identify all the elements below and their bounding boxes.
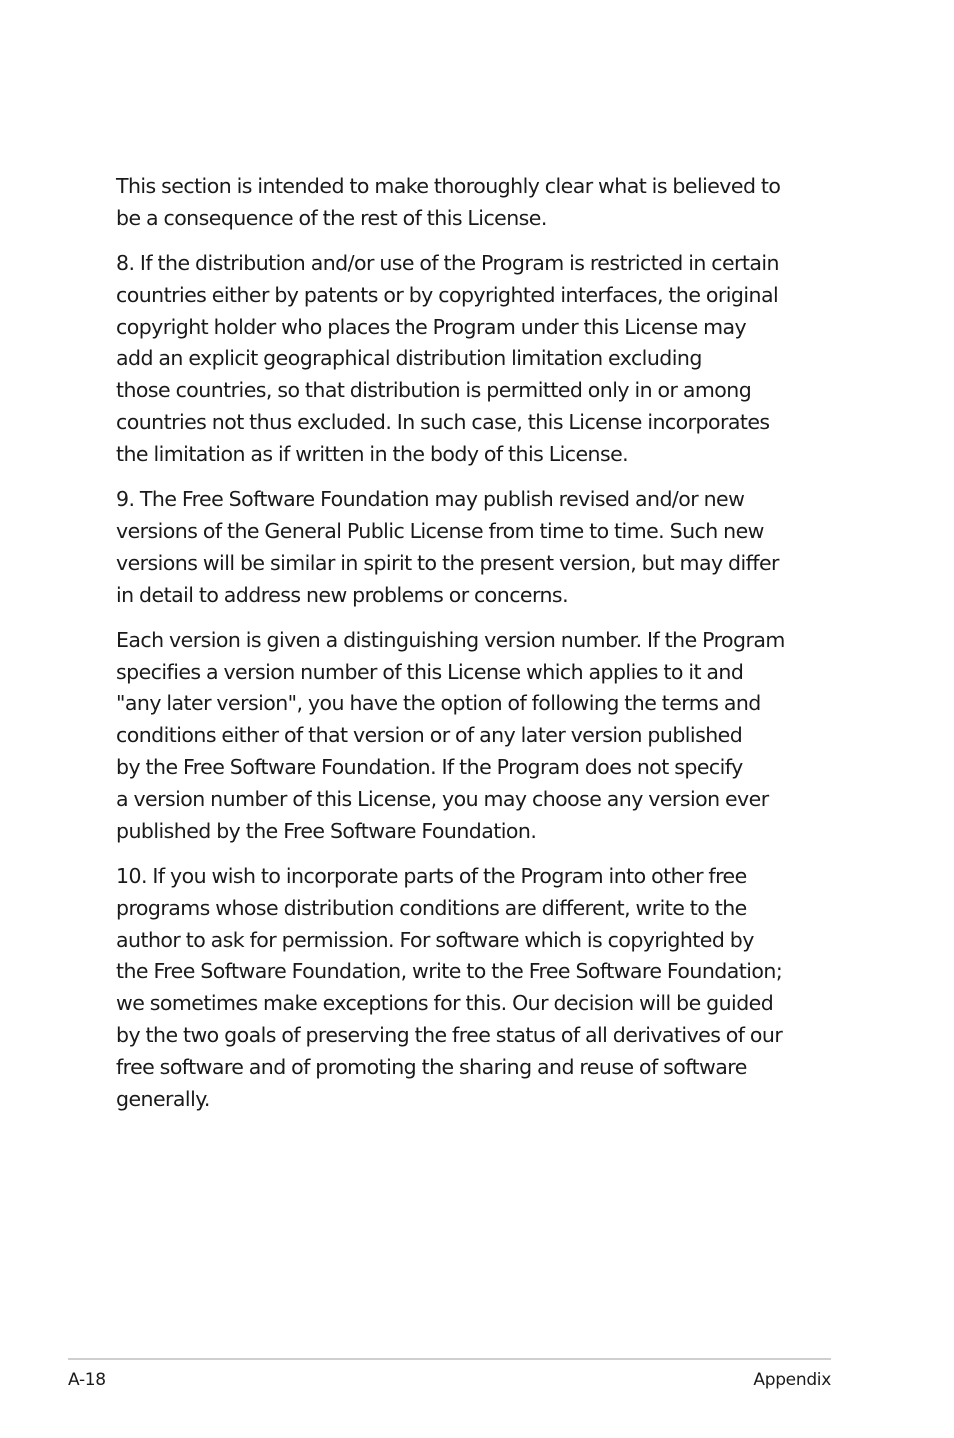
paragraph-section-clarification [116, 171, 840, 235]
text-line: generally. [116, 1086, 210, 1111]
text-line: Each version is given a distinguishing version number. If the Program [116, 627, 785, 652]
text-line: a version number of this License, you may choose any version ever [116, 786, 769, 811]
text-line: countries either by patents or by copyrighted interfaces, the original [116, 282, 779, 307]
text-line: copyright holder who places the Program under this License may [116, 314, 747, 339]
text-line: the Free Software Foundation, write to the Free Software Foundation; [116, 959, 783, 984]
paragraph-clause-8 [116, 248, 840, 471]
footer-page-number: A-18 [68, 1370, 106, 1390]
text-line: "any later version", you have the option of following the terms and [116, 691, 761, 716]
text-line: the limitation as if written in the body of this License. [116, 441, 629, 466]
text-line: in detail to address new problems or concerns. [116, 582, 569, 607]
text-line: conditions either of that version or of any later version published [116, 723, 743, 748]
text-line: by the two goals of preserving the free status of all derivatives of our [116, 1022, 783, 1047]
text-line: published by the Free Software Foundation. [116, 818, 537, 843]
text-line: countries not thus excluded. In such case, this License incorporates [116, 410, 770, 435]
text-line: we sometimes make exceptions for this. Our decision will be guided [116, 991, 774, 1016]
text-line: 9. The Free Software Foundation may publish revised and/or new [116, 487, 745, 512]
text-line: This section is intended to make thoroughly clear what is believed to [116, 174, 781, 198]
text-line: author to ask for permission. For software which is copyrighted by [116, 927, 754, 952]
paragraph-clause-10 [116, 861, 840, 1115]
footer-section-name: Appendix [753, 1370, 831, 1390]
text-line: specifies a version number of this License which applies to it and [116, 659, 744, 684]
text-line: add an explicit geographical distribution limitation excluding [116, 346, 702, 371]
text-line: programs whose distribution conditions are different, write to the [116, 895, 747, 920]
text-line: be a consequence of the rest of this License. [116, 205, 547, 230]
text-line: free software and of promoting the sharing and reuse of software [116, 1054, 747, 1079]
paragraph-clause-9 [116, 484, 840, 611]
paragraph-version-numbers [116, 625, 840, 848]
text-line: versions of the General Public License from time to time. Such new [116, 518, 764, 543]
text-line: those countries, so that distribution is permitted only in or among [116, 378, 752, 403]
text-line: versions will be similar in spirit to the present version, but may differ [116, 550, 779, 575]
document-body [116, 171, 840, 1129]
text-line: by the Free Software Foundation. If the Program does not specify [116, 755, 743, 780]
text-line: 10. If you wish to incorporate parts of the Program into other free [116, 863, 747, 888]
text-line: 8. If the distribution and/or use of the Program is restricted in certain [116, 251, 779, 276]
footer-divider [68, 1358, 831, 1360]
